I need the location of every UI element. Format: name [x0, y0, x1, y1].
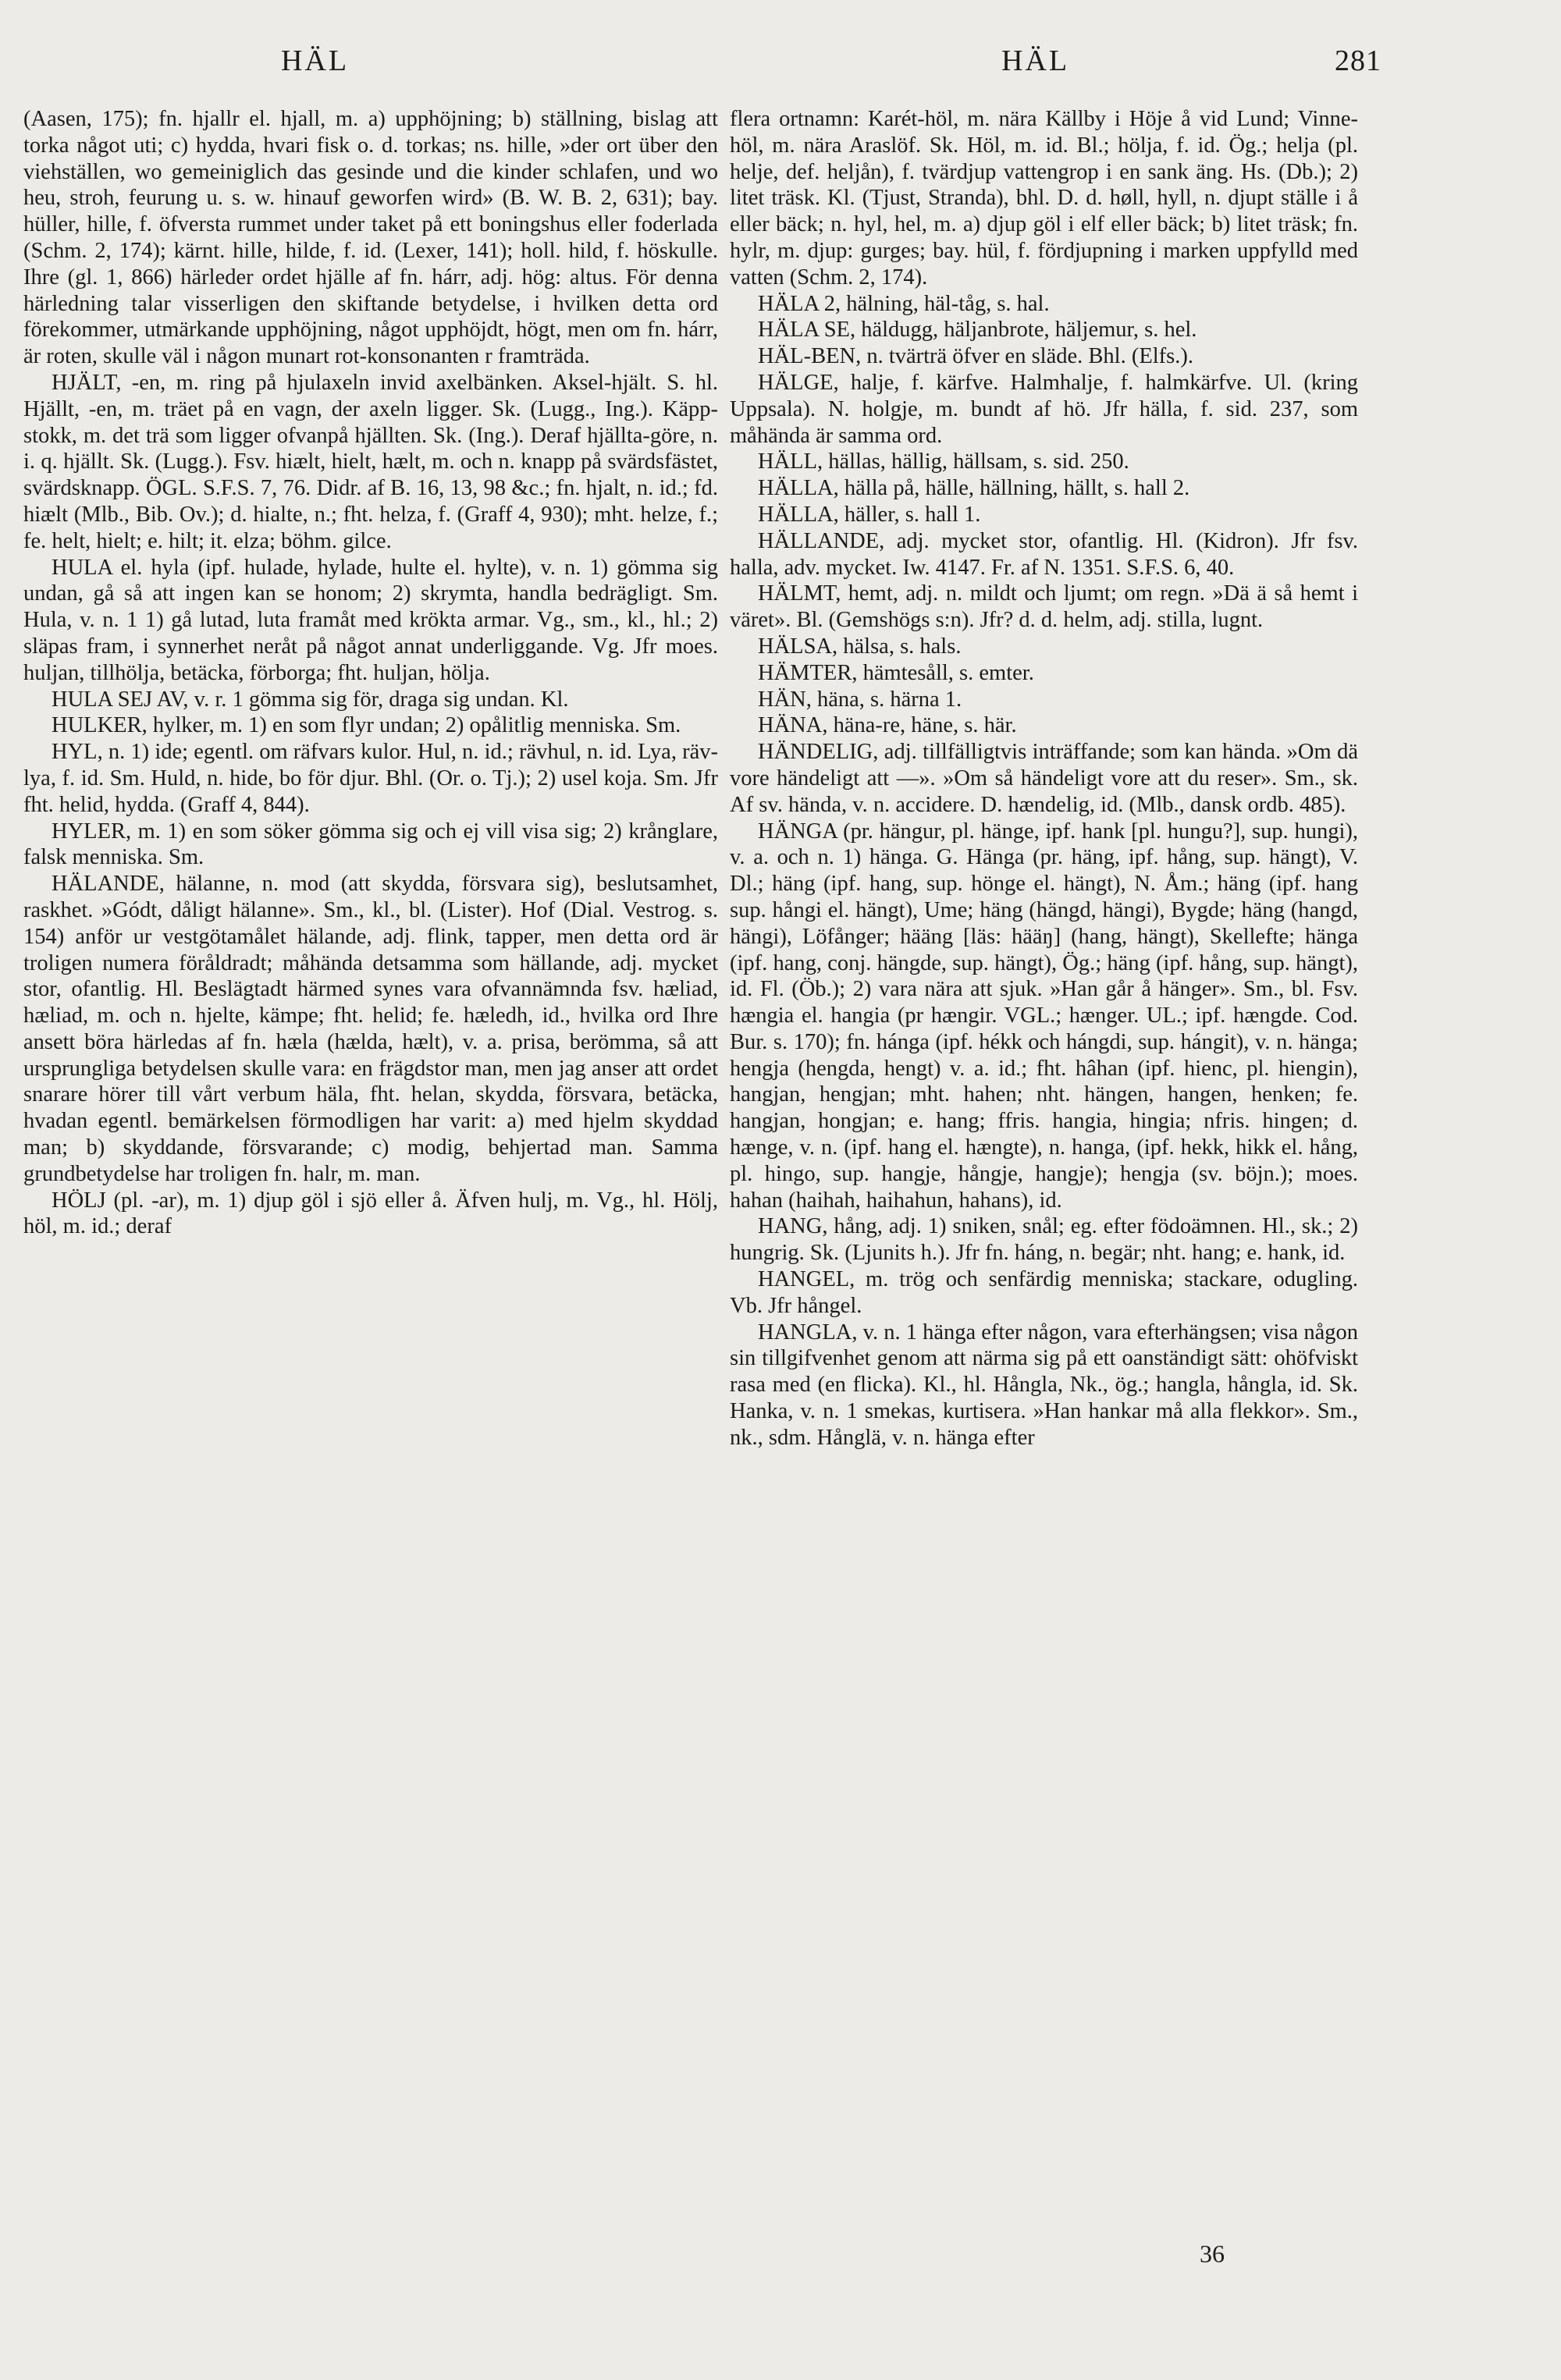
dictionary-entry: HANGLA, v. n. 1 hänga efter någon, vara efterhängsen; visa någon sin tillgifvenhet genom att närma sig på ett oanständigt sätt: ohöfviskt rasa med (en flicka). Kl., hl. Hångla, Nk., ög.; hangla, hångla, id. Sk. Hanka, v. n. 1 smekas, kurtisera. »Han hankar må alla flekkor». Sm., nk., sdm. Hånglä, v. n. hänga efter	[730, 1320, 1358, 1450]
signature-mark: 36	[1200, 2240, 1225, 2268]
dictionary-entry: (Aasen, 175); fn. hjallr el. hjall, m. a) upphöjning; b) ställning, bislag att torka något uti; c) hydda, hvari fisk o. d. torkas; ns. hille, »der ort über den viehställen, wo gemeiniglich das gesinde und die kinder schlafen, und wo heu, stroh, feurung u. s. w. hinauf geworfen wird» (B. W. B. 2, 631); bay. hüller, hille, f. öfversta rummet under taket på ett boningshus eller foderlada (Schm. 2, 174); kärnt. hille, hilde, f. id. (Lexer, 141); holl. hild, f. höskulle. Ihre (gl. 1, 866) härleder ordet hjälle af fn. hárr, adj. hög: altus. För denna härledning talar visserligen den skiftande betydelse, i hvilken detta ord förekommer, utmärkande upphöjning, något upphöjdt, högt, men om fn. hárr, är roten, skulle väl i någon munart rot-konsonanten r framträda.	[23, 107, 718, 369]
dictionary-entry: HÄL-BEN, n. tvärträ öfver en släde. Bhl. (Elfs.).	[758, 344, 1193, 369]
right-column	[730, 106, 1358, 1451]
dictionary-entry: HJÄLT, -en, m. ring på hjulaxeln invid axelbänken. Aksel-hjält. S. hl. Hjällt, -en, m. träet på en vagn, der axeln ligger. Sk. (Lugg., Ing.). Käpp-stokk, m. det trä som ligger ofvanpå hjällten. Sk. (Ing.). Deraf hjällta-göre, n. i. q. hjällt. Sk. (Lugg.). Fsv. hiælt, hielt, hælt, m. och n. knapp på svärdsfästet, svärdsknapp. ÖGL. S.F.S. 7, 76. Didr. af B. 16, 13, 98 &c.; fn. hjalt, n. id.; fd. hiælt (Mlb., Bib. Ov.); d. hialte, n.; fht. helza, f. (Graff 4, 930); mht. helze, f.; fe. helt, hielt; e. hilt; it. elza; böhm. gilce.	[23, 370, 718, 553]
dictionary-entry: HYLER, m. 1) en som söker gömma sig och ej vill visa sig; 2) krånglare, falsk menniska. Sm.	[23, 819, 718, 870]
running-head-right: HÄL	[1001, 44, 1070, 77]
dictionary-entry: HÄLLA, häller, s. hall 1.	[758, 502, 981, 527]
dictionary-entry: HÄLGE, halje, f. kärfve. Halmhalje, f. halmkärfve. Ul. (kring Uppsala). N. holgje, m. bundt af hö. Jfr hälla, f. sid. 237, som måhända är samma ord.	[730, 370, 1358, 448]
dictionary-entry: HÄLSA, hälsa, s. hals.	[758, 634, 962, 659]
dictionary-entry: HÄNGA (pr. hängur, pl. hänge, ipf. hank [pl. hungu?], sup. hungi), v. a. och n. 1) hänga. G. Hänga (pr. häng, ipf. hång, sup. hängt), V. Dl.; häng (ipf. hang, sup. hönge el. hängt), N. Åm.; häng (ipf. hang sup. hångi el. hängt), Ume; häng (hängd, hängi), Bygde; häng (hangd, hängi), Löfånger; hääng [läs: hääŋ] (hang, hängt), Skellefte; hänga (ipf. hang, conj. hängde, sup. hängt), Ög.; häng (ipf. hång, sup. hängt), id. Fl. (Öb.); 2) vara nära att sjuk. »Han går å hänger». Sm., bl. Fsv. hængia el. hangia (pr hængir. VGL.; hænger. UL.; ipf. hængde. Cod. Bur. s. 170); fn. hánga (ipf. hékk och hángdi, sup. hángit), v. n. hänga; hengja (hengda, hengt) v. a. id.; fht. hâhan (ipf. hienc, pl. hiengin), hangjan, hengjan; mht. hahen; nht. hängen, hangen, henken; fe. hangjan, hongjan; e. hang; ffris. hangia, hingia; nfris. hingen; d. hænge, v. n. (ipf. hang el. hængte), n. hanga, (ipf. hekk, hikk el. hång, pl. hingo, sup. hangje, hångje, hangje); hengja (sv. böjn.); moes. hahan (haihah, haihahun, hahans), id.	[730, 819, 1358, 1213]
dictionary-entry: HÄN, häna, s. härna 1.	[758, 687, 962, 712]
dictionary-entry: HÄLA 2, hälning, häl-tåg, s. hal.	[758, 291, 1050, 316]
dictionary-entry: HÄLLA, hälla på, hälle, hällning, hällt, s. hall 2.	[758, 476, 1190, 501]
dictionary-entry: HÄLL, hällas, hällig, hällsam, s. sid. 250.	[758, 449, 1129, 474]
left-column	[23, 106, 718, 1240]
page-number: 281	[1335, 44, 1381, 77]
dictionary-entry: HULKER, hylker, m. 1) en som flyr undan; 2) opålitlig menniska. Sm.	[52, 713, 681, 738]
dictionary-entry: HÄLMT, hemt, adj. n. mildt och ljumt; om regn. »Dä ä så hemt i väret». Bl. (Gemshögs s:n). Jfr? d. d. helm, adj. stilla, lugnt.	[730, 581, 1358, 633]
dictionary-entry: HÄMTER, hämtesåll, s. emter.	[758, 660, 1034, 685]
dictionary-entry: HÄLLANDE, adj. mycket stor, ofantlig. Hl. (Kidron). Jfr fsv. halla, adv. mycket. Iw. 4147. Fr. af N. 1351. S.F.S. 6, 40.	[730, 528, 1358, 580]
dictionary-entry: HÄNDELIG, adj. tillfälligtvis inträffande; som kan hända. »Om dä vore händeligt att —». »Om så händeligt vore att du reser». Sm., sk. Af sv. hända, v. n. accidere. D. hændelig, id. (Mlb., dansk ordb. 485).	[730, 740, 1358, 817]
dictionary-entry: HANGEL, m. trög och senfärdig menniska; stackare, odugling. Vb. Jfr hångel.	[730, 1267, 1358, 1318]
running-head-left: HÄL	[281, 44, 350, 77]
dictionary-entry: HANG, hång, adj. 1) sniken, snål; eg. efter födoämnen. Hl., sk.; 2) hungrig. Sk. (Ljunits h.). Jfr fn. háng, n. begär; nht. hang; e. hank, id.	[730, 1214, 1358, 1266]
running-head	[0, 44, 1561, 91]
dictionary-entry: HÄLANDE, hälanne, n. mod (att skydda, försvara sig), beslutsamhet, raskhet. »Gódt, dåligt hälanne». Sm., kl., bl. (Lister). Hof (Dial. Vestrog. s. 154) anför ur vestgötamålet hälande, adj. flink, tapper, men detta ord är troligen numera föråldradt; måhända detsamma som hällande, adj. mycket stor, ofantlig. Hl. Beslägtadt härmed synes vara ofvannämnda fsv. hæliad, hæliad, m. och n. hjelte, kämpe; fht. helid; fe. hæledh, id., hvilka ord Ihre ansett böra härledas af fn. hæla (hælda, hælt), v. a. prisa, berömma, så att ursprungliga betydelsen skulle vara: en frägdstor man, men jag anser att ordet snarare hörer till vårt verbum häla, fht. helan, skydda, försvara, betäcka, hvadan egentl. bemärkelsen förmodligen har varit: a) med hjelm skyddad man; b) skyddande, försvarande; c) modig, behjertad man. Samma grundbetydelse har troligen fn. halr, m. man.	[23, 872, 718, 1186]
dictionary-entry: HÖLJ (pl. -ar), m. 1) djup göl i sjö eller å. Äfven hulj, m. Vg., hl. Hölj, höl, m. id.; deraf	[23, 1188, 718, 1239]
dictionary-entry: HULA SEJ AV, v. r. 1 gömma sig för, draga sig undan. Kl.	[52, 687, 569, 712]
dictionary-entry: HÄNA, häna-re, häne, s. här.	[758, 713, 1017, 738]
dictionary-entry: flera ortnamn: Karét-höl, m. nära Källby i Höje å vid Lund; Vinne-höl, m. nära Araslöf. Sk. Höl, m. id. Bl.; hölja, f. id. Ög.; helja (pl. helje, def. heljån), f. tvärdjup vattengrop i en sank äng. Hs. (Db.); 2) litet träsk. Kl. (Tjust, Stranda), bhl. D. d. høll, hyll, n. djupt ställe i å eller bäck; n. hyl, hel, m. a) djup göl i elf eller bäck; b) litet träsk; fn. hylr, m. djup: gurges; bay. hül, f. fördjupning i marken uppfylld med vatten (Schm. 2, 174).	[730, 107, 1358, 290]
dictionary-entry: HÄLA SE, häldugg, häljanbrote, häljemur, s. hel.	[758, 318, 1197, 343]
dictionary-entry: HULA el. hyla (ipf. hulade, hylade, hulte el. hylte), v. n. 1) gömma sig undan, gå så att ingen kan se honom; 2) skrymta, handla bedrägligt. Sm. Hula, v. n. 1 1) gå lutad, luta framåt med krökta armar. Vg., sm., kl., hl.; 2) släpas fram, i synnerhet neråt på något annat underliggande. Vg. Jfr moes. huljan, tillhölja, betäcka, förborga; fht. huljan, hölja.	[23, 555, 718, 685]
dictionary-entry: HYL, n. 1) ide; egentl. om räfvars kulor. Hul, n. id.; rävhul, n. id. Lya, räv-lya, f. id. Sm. Huld, n. hide, bo för djur. Bhl. (Or. o. Tj.); 2) usel koja. Sm. Jfr fht. helid, hydda. (Graff 4, 844).	[23, 740, 718, 817]
